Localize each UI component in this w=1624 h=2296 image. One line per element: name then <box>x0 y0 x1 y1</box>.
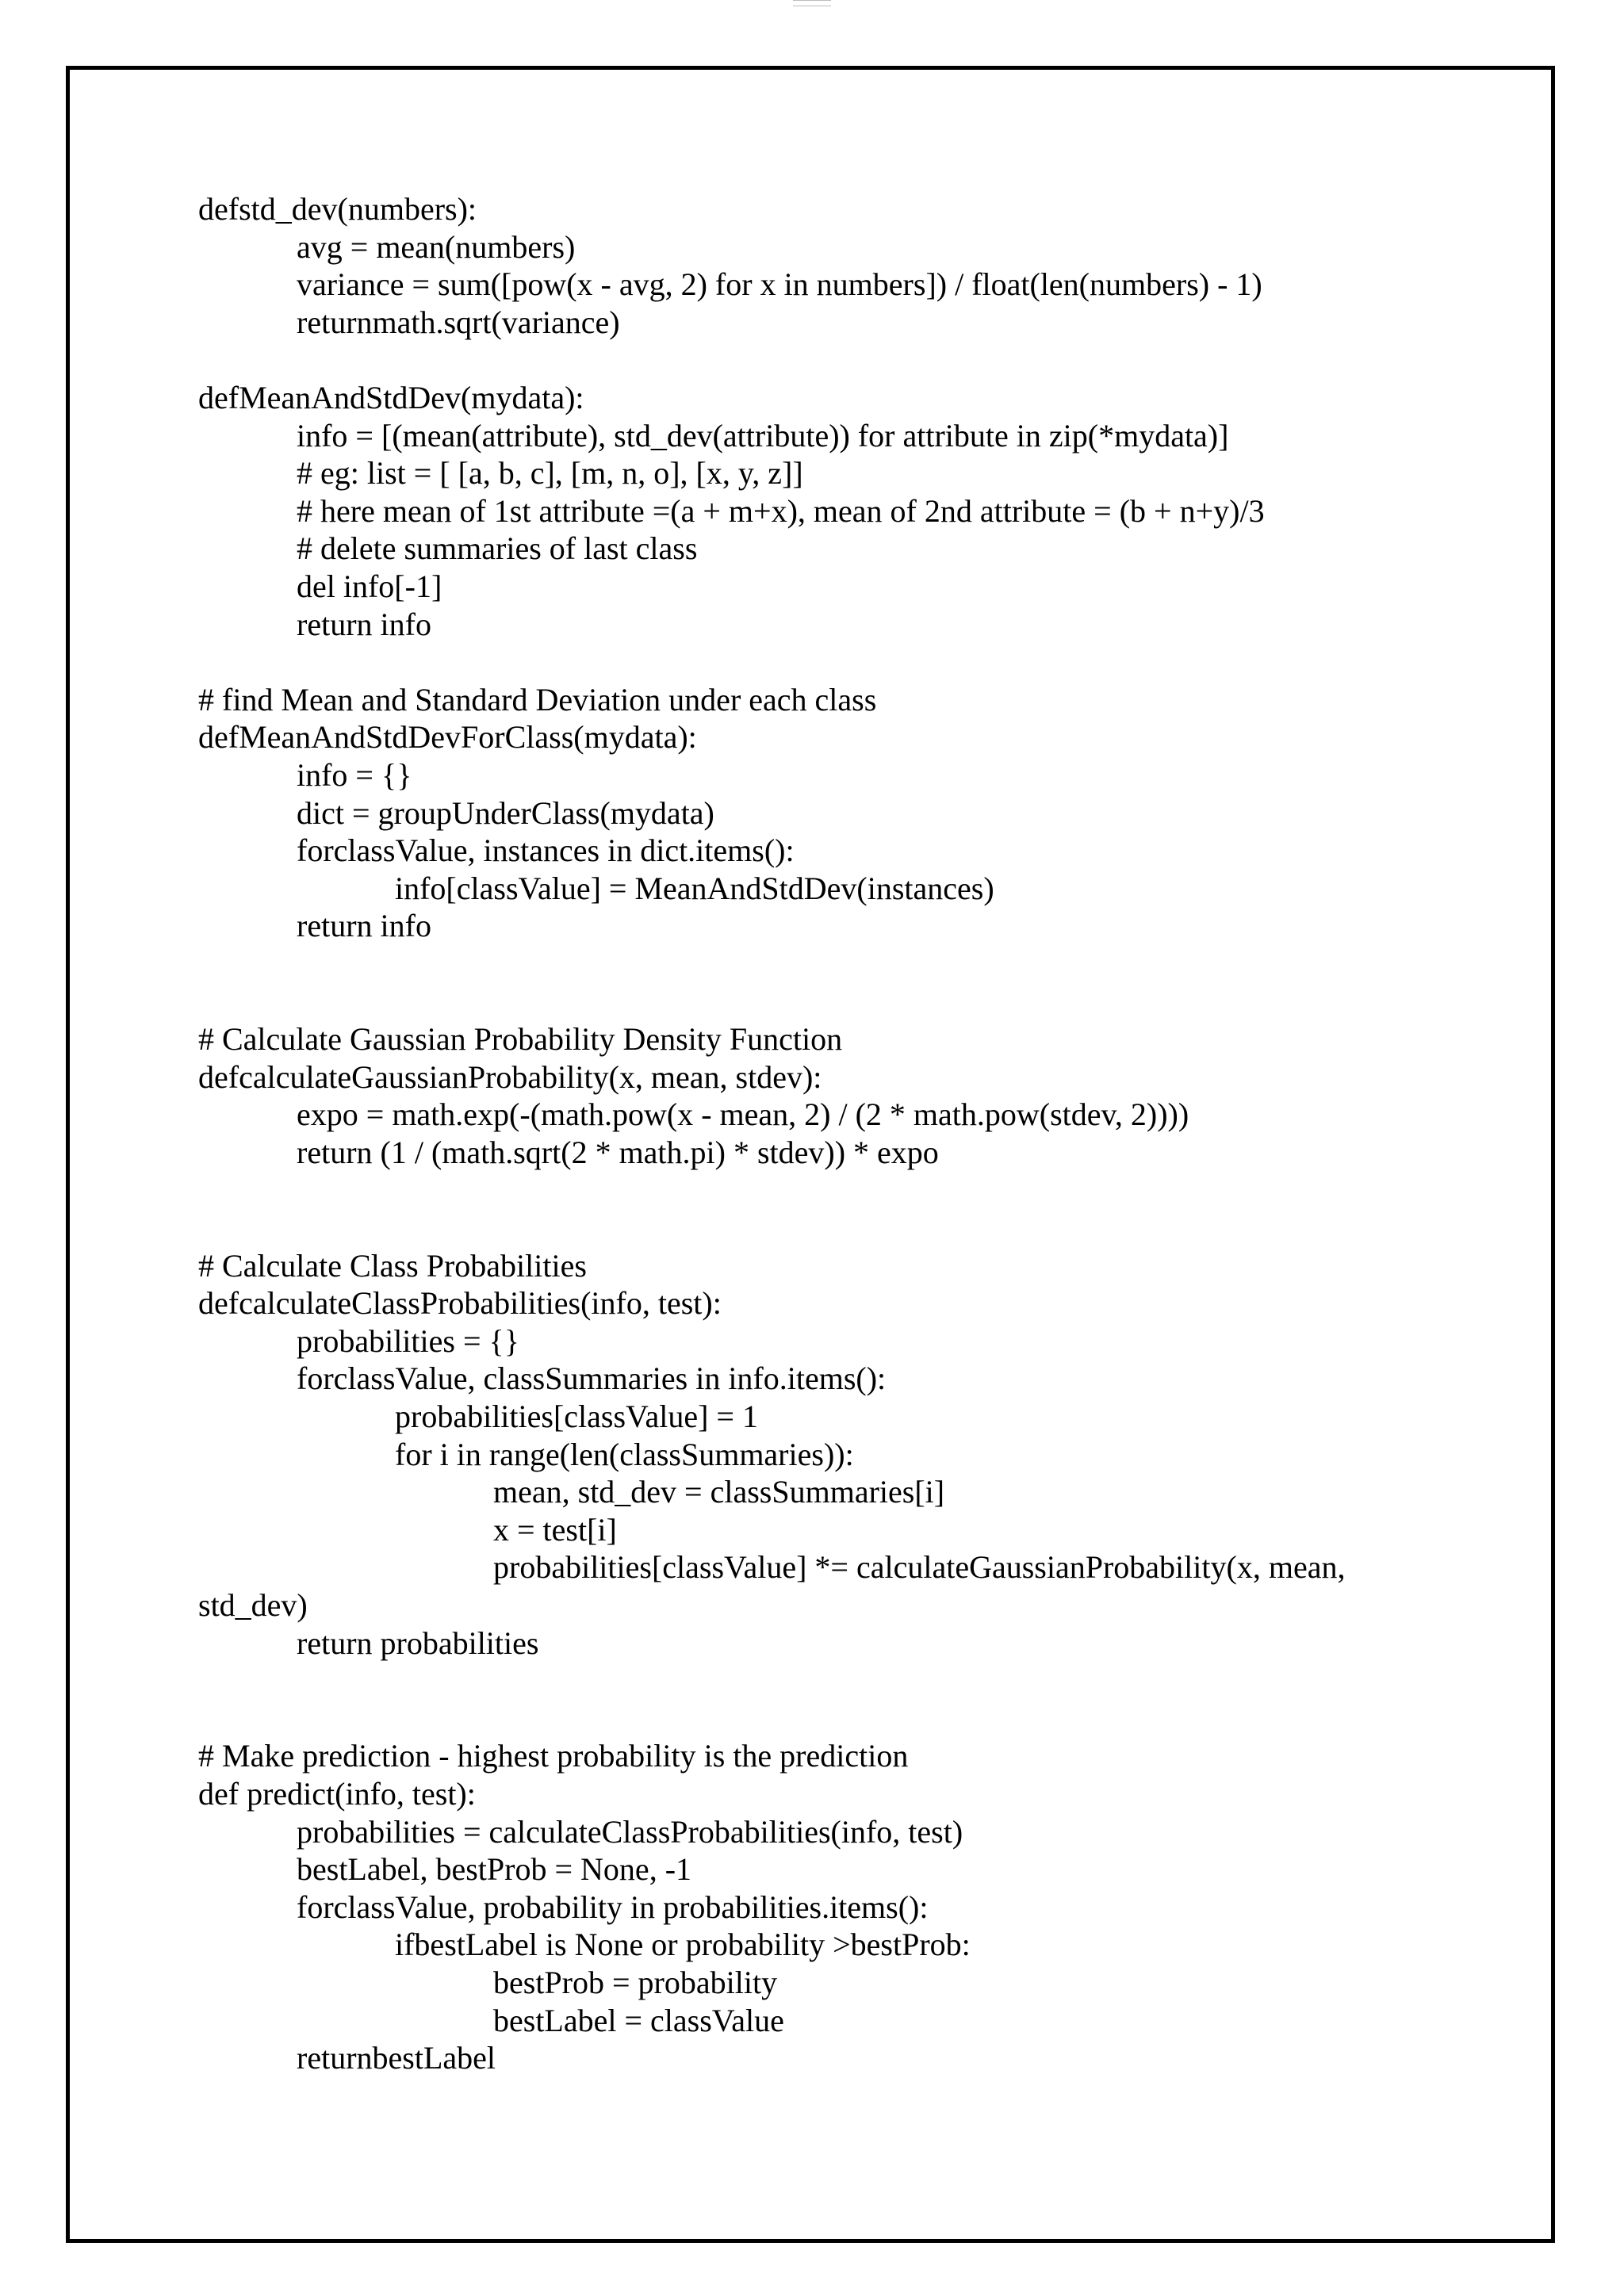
code-line: # Make prediction - highest probability is the prediction <box>198 1738 909 1774</box>
code-line: info = [(mean(attribute), std_dev(attribute)) for attribute in zip(*mydata)] <box>297 417 1229 453</box>
code-line: return info <box>297 606 431 642</box>
code-line: return (1 / (math.sqrt(2 * math.pi) * stdev)) * expo <box>297 1134 939 1170</box>
code-line <box>198 982 1507 1020</box>
code-line: bestLabel = classValue <box>493 2002 784 2038</box>
code-line <box>198 1209 1507 1247</box>
code-line: # eg: list = [ [a, b, c], [m, n, o], [x, y, z]] <box>297 455 803 492</box>
code-line: x = test[i] <box>493 1511 617 1548</box>
header-mark <box>793 0 831 6</box>
code-line <box>198 341 1507 379</box>
code-line: bestProb = probability <box>493 1964 778 2000</box>
code-line: # here mean of 1st attribute =(a + m+x), mean of 2nd attribute = (b + n+y)/3 <box>297 492 1265 529</box>
code-line <box>198 1700 1507 1738</box>
code-line: probabilities[classValue] *= calculateGaussianProbability(x, mean, <box>493 1549 1346 1586</box>
code-line: def predict(info, test): <box>198 1775 476 1812</box>
code-line: # Calculate Gaussian Probability Density Function <box>198 1021 843 1058</box>
code-line: forclassValue, classSummaries in info.items(): <box>297 1360 887 1397</box>
code-line: info = {} <box>297 756 412 793</box>
code-line: defcalculateGaussianProbability(x, mean, stdev): <box>198 1058 822 1095</box>
code-line: ifbestLabel is None or probability >bestProb: <box>395 1927 971 1963</box>
code-line: probabilities[classValue] = 1 <box>395 1399 758 1434</box>
code-line: # Calculate Class Probabilities <box>198 1247 587 1284</box>
code-line: # find Mean and Standard Deviation under each class <box>198 681 877 718</box>
code-line: defstd_dev(numbers): <box>198 191 477 227</box>
code-line <box>198 945 1507 983</box>
code-line <box>198 1171 1507 1209</box>
code-line: del info[-1] <box>297 568 442 604</box>
code-line: returnbestLabel <box>297 2040 496 2076</box>
code-line: return info <box>297 908 431 944</box>
code-line: # delete summaries of last class <box>297 530 698 567</box>
code-line: forclassValue, probability in probabilities.items(): <box>297 1888 929 1925</box>
code-line: for i in range(len(classSummaries)): <box>395 1436 854 1472</box>
code-line: probabilities = {} <box>297 1322 519 1359</box>
code-listing <box>198 190 1507 2077</box>
code-line: forclassValue, instances in dict.items(): <box>297 832 795 869</box>
code-line: expo = math.exp(-(math.pow(x - mean, 2) / (2 * math.pow(stdev, 2)))) <box>297 1096 1189 1133</box>
code-line: defcalculateClassProbabilities(info, test): <box>198 1285 722 1322</box>
code-line: defMeanAndStdDev(mydata): <box>198 379 584 415</box>
code-line <box>198 643 1507 681</box>
code-line: std_dev) <box>198 1586 308 1623</box>
code-line: returnmath.sqrt(variance) <box>297 304 620 340</box>
code-line: bestLabel, bestProb = None, -1 <box>297 1851 692 1888</box>
code-line: dict = groupUnderClass(mydata) <box>297 794 714 831</box>
code-line: return probabilities <box>297 1624 539 1661</box>
code-line: mean, std_dev = classSummaries[i] <box>493 1474 945 1510</box>
code-line: variance = sum([pow(x - avg, 2) for x in numbers]) / float(len(numbers) - 1) <box>297 266 1262 303</box>
code-line: avg = mean(numbers) <box>297 228 576 265</box>
code-line: probabilities = calculateClassProbabilities(info, test) <box>297 1813 963 1850</box>
code-line: info[classValue] = MeanAndStdDev(instances) <box>395 870 994 906</box>
code-line: defMeanAndStdDevForClass(mydata): <box>198 719 697 756</box>
code-line <box>198 1662 1507 1700</box>
